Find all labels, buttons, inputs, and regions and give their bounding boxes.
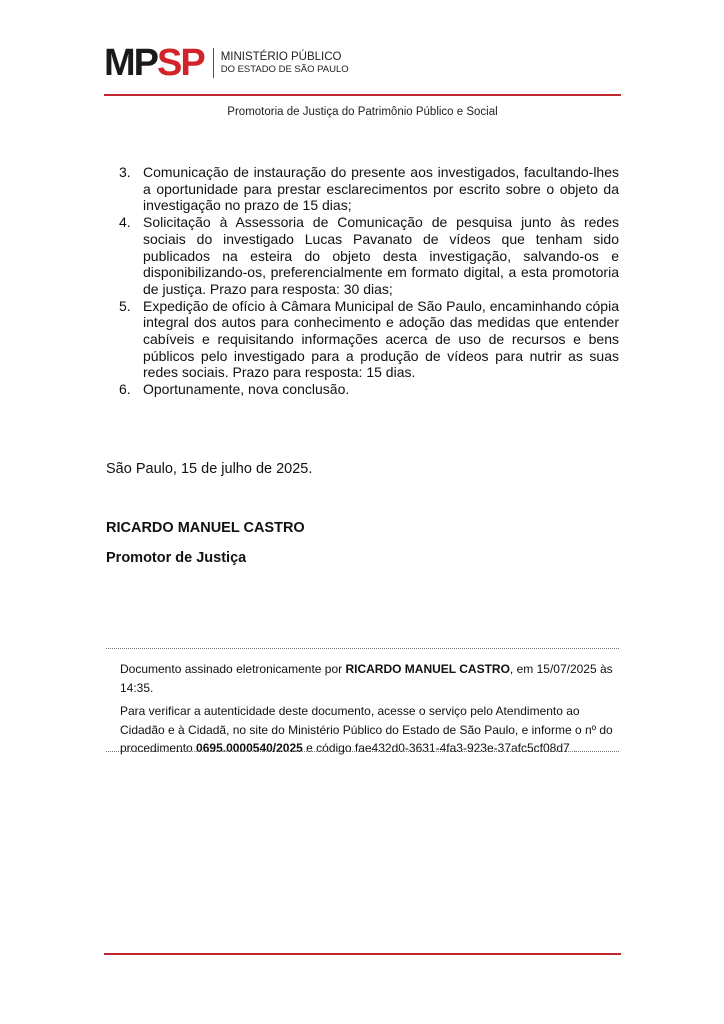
list-item [119, 164, 619, 214]
place-date: São Paulo, 15 de julho de 2025. [106, 461, 313, 477]
logo-text [221, 50, 349, 76]
list-item-text: Expedição de ofício à Câmara Municipal de São Paulo, encaminhando cópia integral dos autos para conhecimento e adoção das medidas que entender cabíveis e requisitando informações acerca de uso de recursos e bens públicos pelo investigado para a produção de vídeos para nutrir as suas redes sociais. Prazo para resposta: 15 dias. [143, 297, 619, 381]
logo-mp: MP [104, 42, 157, 84]
signature-statement: Documento assinado eletronicamente por RICARDO MANUEL CASTRO, em 15/07/2025 às 14:35. [120, 662, 613, 695]
list-item-text: Solicitação à Assessoria de Comunicação de pesquisa junto às redes sociais do investigado Lucas Pavanato de vídeos que tenham sido publicados na esteira do objeto desta investigação, salvando-os e disponibilizando-os, preferencialmente em formato digital, a esta promotoria de justiça. Prazo para resposta: 30 dias; [143, 214, 619, 297]
numbered-list [119, 164, 619, 398]
logo-divider [213, 48, 214, 78]
list-item-number: 6. [119, 381, 131, 398]
list-item-number: 4. [119, 214, 131, 231]
list-item [119, 298, 619, 382]
list-item-text: Oportunamente, nova conclusão. [143, 381, 350, 398]
footer-rule [104, 953, 621, 955]
signature-signer-name: RICARDO MANUEL CASTRO [345, 662, 510, 676]
list-item-number: 5. [119, 297, 131, 314]
logo-sp: SP [157, 42, 204, 84]
list-item-text: Comunicação de instauração do presente aos investigados, facultando-lhes a oportunidade para prestar esclarecimentos por escrito sobre o objeto da investigação no prazo de 15 dias; [143, 164, 619, 214]
logo-wordmark [104, 44, 204, 82]
list-item [119, 381, 619, 398]
header-subtitle: Promotoria de Justiça do Patrimônio Público e Social [227, 106, 498, 118]
signer-name: RICARDO MANUEL CASTRO [106, 520, 305, 536]
signature-top-divider [106, 648, 619, 649]
mpsp-logo [104, 44, 349, 82]
signer-role: Promotor de Justiça [106, 550, 247, 566]
authenticity-instructions: Para verificar a autenticidade deste documento, acesse o serviço pelo Atendimento ao Cidadão e à Cidadã, no site do Ministério Público do Estado de São Paulo, e informe o nº do procedimento 0695.0000540/2025 e código fae432d0-3631-4fa3-923e-37afc5cf08d7 . [120, 704, 613, 755]
org-name-line1: MINISTÉRIO PÚBLICO [220, 51, 342, 63]
signature-bottom-divider [106, 751, 619, 752]
header-rule [104, 94, 621, 96]
procedure-number: 0695.0000540/2025 [196, 741, 303, 755]
list-item-number: 3. [119, 164, 131, 180]
list-item [119, 214, 619, 298]
org-name-line2: DO ESTADO DE SÃO PAULO [220, 64, 349, 75]
electronic-signature-box [120, 660, 615, 763]
